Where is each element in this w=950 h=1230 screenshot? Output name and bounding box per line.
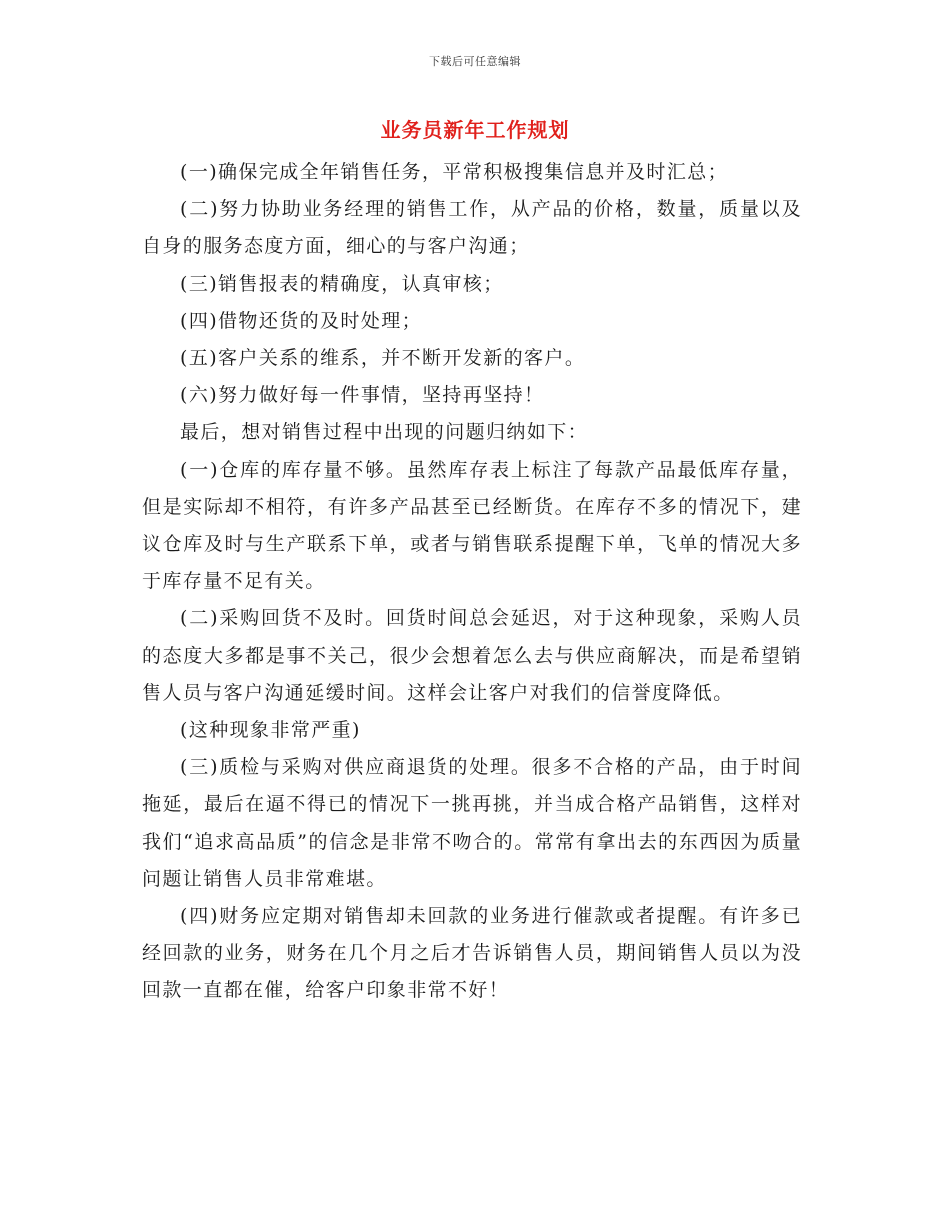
paragraph: (三)销售报表的精确度，认真审核； (180, 272, 504, 295)
paragraph: (二)努力协助业务经理的销售工作，从产品的价格，数量，质量以及自身的服务态度方面，细心的与客户沟通； (142, 198, 802, 258)
paragraph: (六)努力做好每一件事情，坚持再坚持！ (180, 384, 545, 407)
paragraph: (这种现象非常严重) (180, 719, 361, 742)
document-body (142, 154, 802, 1010)
paragraph: (一)仓库的库存量不够。虽然库存表上标注了每款产品最低库存量，但是实际却不相符，有许多产品甚至已经断货。在库存不多的情况下，建议仓库及时与生产联系下单，或者与销售联系提醒下单，飞单的情况大多于库存量不足有关。 (142, 458, 802, 593)
document-title: 业务员新年工作规划 (380, 118, 570, 142)
page-header: 下载后可任意编辑 (429, 55, 521, 68)
paragraph: (一)确保完成全年销售任务，平常积极搜集信息并及时汇总； (180, 161, 729, 183)
paragraph: (四)借物还货的及时处理； (180, 309, 423, 332)
paragraph: 最后，想对销售过程中出现的问题归纳如下： (180, 421, 589, 444)
paragraph: (三)质检与采购对供应商退货的处理。很多不合格的产品，由于时间拖延，最后在逼不得已的情况下一挑再挑，并当成合格产品销售，这样对我们“追求高品质”的信念是非常不吻合的。常常有拿出去的东西因为质量问题让销售人员非常难堪。 (142, 756, 802, 890)
paragraph: (二)采购回货不及时。回货时间总会延迟，对于这种现象，采购人员的态度大多都是事不关己，很少会想着怎么去与供应商解决，而是希望销售人员与客户沟通延缓时间。这样会让客户对我们的信誉度降低。 (142, 607, 802, 704)
paragraph: (四)财务应定期对销售却未回款的业务进行催款或者提醒。有许多已经回款的业务，财务在几个月之后才告诉销售人员，期间销售人员以为没回款一直都在催，给客户印象非常不好！ (142, 905, 802, 1002)
paragraph: (五)客户关系的维系，并不断开发新的客户。 (180, 347, 586, 370)
